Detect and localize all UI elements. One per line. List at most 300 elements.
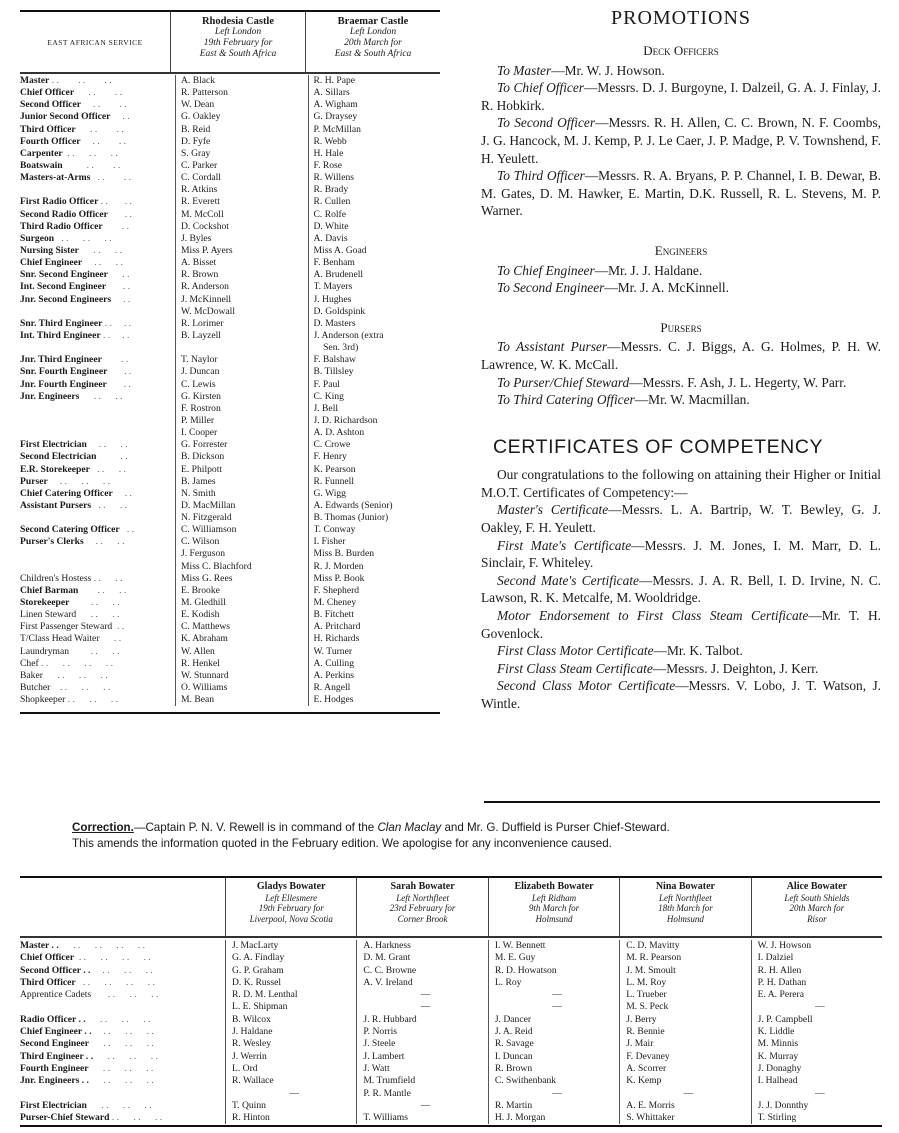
- name-cell: L. Roy: [494, 976, 522, 988]
- role-cell: [20, 670, 175, 682]
- role-label: Int. Third Engineer: [20, 329, 101, 341]
- ship-line: Left London: [214, 27, 262, 37]
- name-cell: K. Murray: [757, 1050, 799, 1062]
- name-cell: C. Lewis: [181, 378, 216, 390]
- name-cell: J. Werrin: [232, 1050, 267, 1062]
- role-cell: [20, 294, 175, 306]
- role-label: Third Radio Officer: [20, 220, 103, 232]
- name-cell: R. H. Pape: [313, 75, 356, 86]
- leader-dots: . . . .: [69, 645, 120, 657]
- name-cell: C. Williamson: [181, 524, 237, 536]
- name-cell: J. Lambert: [363, 1050, 405, 1062]
- name-cell: R. Webb: [313, 135, 347, 147]
- east-african-service-table: [20, 12, 440, 706]
- ship-name: Alice Bowater: [786, 881, 847, 892]
- role-label: Third Officer: [20, 123, 76, 135]
- name-cell: J. Watt: [363, 1062, 390, 1074]
- role-label: Second Electrician: [20, 451, 97, 463]
- role-cell: [20, 366, 175, 378]
- leader-dots: . .: [107, 208, 132, 220]
- section-heading: Deck Officers: [643, 43, 719, 58]
- ship-crew-column: [225, 940, 356, 1124]
- role-cell: [20, 536, 175, 548]
- leader-dots: . . . .: [91, 572, 123, 584]
- name-cell: I. Fisher: [313, 536, 346, 548]
- ship-crew-column: [751, 940, 882, 1124]
- role-label: Storekeeper: [20, 597, 70, 609]
- ship-header: [488, 878, 619, 936]
- name-cell: A. Sillars: [313, 87, 350, 99]
- name-cell: O. Williams: [181, 682, 228, 694]
- name-cell: R. Brown: [181, 269, 219, 281]
- role-label: Laundryman: [20, 645, 70, 657]
- role-column: [20, 940, 225, 1124]
- name-cell: D. Masters: [313, 317, 356, 329]
- name-cell: —: [420, 1099, 431, 1111]
- name-cell: L. E. Shipman: [232, 1001, 288, 1013]
- role-cell: [20, 1038, 225, 1050]
- leader-dots: . .: [112, 621, 125, 633]
- certificate-type: First Mate's Certificate: [497, 537, 632, 553]
- promotion-entry: [481, 62, 881, 80]
- role-cell: [20, 391, 175, 403]
- leader-dots: . . . . . .: [89, 1038, 154, 1050]
- name-cell: F. Paul: [313, 378, 340, 390]
- role-cell: [20, 500, 175, 512]
- role-cell: [20, 245, 175, 257]
- role-label: Baker: [20, 669, 43, 681]
- ship-name: Clan Maclay: [377, 821, 442, 834]
- correction-text: —Captain P. N. V. Rewell is in command of the: [133, 821, 378, 834]
- name-cell: A. Wigham: [313, 99, 358, 111]
- leader-dots: . . . . . .: [85, 1013, 151, 1025]
- name-cell: —: [420, 989, 431, 1001]
- promotion-rank: To Master: [497, 62, 552, 78]
- header-spacer: [20, 878, 225, 936]
- name-cell: C. Crowe: [313, 439, 351, 451]
- promotion-rank: To Third Officer: [497, 168, 585, 184]
- name-cell: G. P. Graham: [232, 964, 284, 976]
- role-cell: [20, 940, 225, 952]
- role-cell: [20, 524, 175, 536]
- certificate-names: —Mr. T. H. Govenlock.: [481, 608, 881, 641]
- name-cell: W. Turner: [313, 645, 353, 657]
- name-cell: A. Brudenell: [313, 269, 364, 281]
- role-cell: [20, 233, 175, 245]
- leader-dots: . . . . . .: [47, 475, 111, 487]
- leader-dots: . .: [112, 487, 132, 499]
- leader-dots: . . . . . . . .: [38, 657, 114, 669]
- ship-line: Corner Brook: [397, 913, 448, 924]
- name-cell: C. Swithenbank: [494, 1075, 557, 1087]
- name-cell: T. Quinn: [232, 1099, 266, 1111]
- role-cell: [20, 257, 175, 269]
- role-cell: [20, 1112, 225, 1124]
- leader-dots: . .: [101, 354, 129, 366]
- leader-dots: . . . . . .: [91, 989, 159, 1001]
- certificate-entry: [481, 501, 881, 536]
- name-cell: P. R. Mantle: [363, 1087, 411, 1099]
- promotion-entry: [481, 391, 881, 409]
- name-cell: M. McColl: [181, 208, 224, 220]
- leader-dots: . .: [107, 366, 132, 378]
- role-cell: [20, 172, 175, 184]
- name-cell: M. Cheney: [313, 597, 357, 609]
- ship-name: Elizabeth Bowater: [514, 881, 594, 892]
- name-cell: E. Philpott: [181, 463, 223, 475]
- name-cell: —: [552, 1087, 562, 1099]
- role-label: Chief Engineer . .: [20, 1026, 92, 1038]
- role-cell: [20, 160, 175, 172]
- role-label: Boatswain: [20, 159, 63, 171]
- name-cell: D. Cockshot: [181, 220, 229, 232]
- name-cell: I. Duncan: [494, 1050, 533, 1062]
- promotion-entry: [481, 279, 881, 297]
- certificate-names: —Messrs. J. Deighton, J. Kerr.: [652, 660, 819, 676]
- name-cell: J. MacLarty: [232, 940, 279, 951]
- name-cell: A. Scorrer: [626, 1062, 667, 1074]
- role-label: Third Officer: [20, 976, 76, 988]
- certificate-type: Second Class Motor Certificate: [497, 678, 676, 694]
- name-cell: A. Pritchard: [313, 621, 361, 633]
- name-cell: J. McKinnell: [181, 293, 232, 305]
- role-label: Chief Catering Officer: [20, 487, 113, 499]
- correction-line-2: This amends the information quoted in the February edition. We apologise for any inconvenience caused.: [72, 837, 612, 850]
- name-cell: M. Gledhill: [181, 597, 226, 609]
- name-cell: A. Culling: [313, 657, 355, 669]
- role-cell: [20, 488, 175, 500]
- name-cell: T. Stirling: [757, 1112, 797, 1124]
- bowater-fleet-table: [20, 878, 882, 1124]
- name-cell: G. A. Findlay: [232, 952, 285, 964]
- name-cell: F. Devaney: [626, 1050, 670, 1062]
- leader-dots: . .: [107, 269, 130, 281]
- leader-dots: . .: [99, 633, 122, 645]
- role-cell: [20, 989, 225, 1001]
- role-cell: [20, 548, 175, 560]
- name-cell: P. H. Dathan: [757, 976, 807, 988]
- leader-dots: . . . . . .: [109, 1112, 163, 1124]
- role-cell: [20, 1001, 225, 1013]
- role-label: Second Radio Officer: [20, 208, 108, 220]
- ship-crew-column: [619, 940, 750, 1124]
- name-cell: G. Wigg: [313, 487, 346, 499]
- leader-dots: . . . .: [90, 172, 132, 184]
- name-cell: F. Rose: [313, 159, 343, 171]
- role-label: First Radio Officer: [20, 196, 99, 208]
- table-body: [20, 938, 882, 1124]
- leader-dots: . .: [106, 378, 131, 390]
- role-label: Int. Second Engineer: [20, 281, 107, 293]
- certificate-entry: [481, 677, 881, 712]
- certificate-type: Second Mate's Certificate: [497, 572, 639, 588]
- name-cell: A. Black: [181, 75, 216, 86]
- role-cell: [20, 1026, 225, 1038]
- name-cell: R. Lorimer: [181, 317, 224, 329]
- name-cell: J. Duncan: [181, 366, 220, 378]
- name-cell: D. MacMillan: [181, 499, 236, 511]
- promotion-names: —Mr. W. J. Howson.: [551, 62, 665, 78]
- name-cell: J. D. Richardson: [313, 414, 378, 426]
- name-cell: R. J. Morden: [313, 560, 364, 572]
- promotion-entry: [481, 338, 881, 373]
- name-cell: Sen. 3rd): [313, 342, 359, 354]
- ship-line: 9th March for: [528, 903, 580, 913]
- ship-crew-column: [356, 940, 487, 1124]
- role-cell: [20, 196, 175, 208]
- role-label: Apprentice Cadets: [20, 989, 92, 1001]
- role-label: Surgeon: [20, 232, 55, 244]
- name-cell: M. Trumfield: [363, 1075, 416, 1087]
- ship-line: Liverpool, Nova Scotia: [249, 913, 333, 924]
- leader-dots: . . . . . .: [50, 682, 111, 694]
- name-cell: R. Martin: [494, 1099, 533, 1111]
- name-cell: R. D. M. Lenthal: [232, 989, 298, 1001]
- role-cell: [20, 221, 175, 233]
- correction-line-1: [72, 820, 872, 836]
- role-label: Purser: [20, 475, 48, 487]
- leader-dots: . . . .: [89, 463, 126, 475]
- ship-line: Holmsund: [535, 913, 573, 924]
- correction-label: Correction.: [72, 821, 134, 834]
- ship-name: Rhodesia Castle: [201, 16, 275, 27]
- role-label: Nursing Sister: [20, 244, 79, 256]
- name-cell: R. Brady: [313, 184, 349, 196]
- role-label: Children's Hostess: [20, 572, 92, 584]
- role-cell: [20, 124, 175, 136]
- name-cell: G. Oakley: [181, 111, 221, 123]
- role-cell: [20, 379, 175, 391]
- role-cell: [20, 476, 175, 488]
- name-cell: J. Ferguson: [181, 548, 226, 560]
- role-cell: [20, 597, 175, 609]
- role-label: Second Catering Officer: [20, 524, 120, 536]
- role-label: Second Officer: [20, 99, 82, 111]
- promotions-list: [481, 42, 881, 409]
- name-cell: W. Allen: [181, 645, 215, 657]
- name-cell: —: [552, 1001, 562, 1013]
- name-cell: —: [815, 1087, 825, 1099]
- name-cell: J. M. Smoult: [626, 964, 676, 976]
- name-cell: B. Dickson: [181, 451, 225, 463]
- promotion-names: —Mr. W. Macmillan.: [634, 392, 750, 408]
- bottom-rule-left: [20, 712, 440, 714]
- name-cell: F. Benham: [313, 257, 355, 269]
- name-cell: L. Ord: [232, 1062, 258, 1074]
- role-cell: [20, 451, 175, 463]
- leader-dots: . . . .: [75, 123, 124, 135]
- role-cell: [20, 682, 175, 694]
- section-heading: Engineers: [654, 242, 708, 258]
- name-cell: Miss B. Burden: [313, 548, 374, 560]
- name-cell: R. Brown: [494, 1062, 533, 1074]
- promotion-names: —Messrs. R. H. Allen, C. C. Brown, N. F. Coombs, J. G. Hancock, M. J. Kemp, P. J. Le Caer, J. P. Madge, P. V. Townshend, F. H. Yeulett.: [481, 115, 881, 166]
- name-cell: C. Parker: [181, 159, 218, 171]
- certificate-entry: [481, 572, 881, 607]
- name-cell: J. R. Hubbard: [363, 1013, 417, 1025]
- name-cell: K. Pearson: [313, 463, 356, 475]
- name-cell: N. Smith: [181, 487, 216, 499]
- name-cell: Miss C. Blachford: [181, 560, 252, 572]
- name-cell: R. Atkins: [181, 184, 218, 196]
- role-label: First Passenger Steward: [20, 621, 113, 633]
- role-label: Second Engineer: [20, 1038, 90, 1050]
- leader-dots: . . . .: [98, 196, 132, 208]
- name-cell: Miss P. Ayers: [181, 244, 233, 256]
- certificate-entry: [481, 660, 881, 678]
- leader-dots: . . . .: [82, 257, 123, 269]
- role-cell: [20, 75, 175, 87]
- name-cell: J. Donaghy: [757, 1062, 802, 1074]
- name-cell: T. Conway: [313, 524, 356, 536]
- role-label: Snr. Fourth Engineer: [20, 366, 108, 378]
- role-label: First Electrician: [20, 439, 87, 451]
- name-cell: A. Bisset: [181, 257, 217, 269]
- name-cell: Miss P. Book: [313, 572, 365, 584]
- name-cell: B. Reid: [181, 123, 211, 135]
- name-cell: J. Dancer: [494, 1013, 532, 1025]
- promotion-entry: [481, 114, 881, 167]
- ship-header: [356, 878, 487, 936]
- ship-line: East & South Africa: [334, 49, 412, 59]
- name-cell: G. Forrester: [181, 439, 228, 451]
- role-cell: [20, 1063, 225, 1075]
- role-label: Jnr. Third Engineer: [20, 354, 102, 366]
- promotion-rank: To Second Engineer: [497, 280, 605, 296]
- role-cell: [20, 464, 175, 476]
- name-cell: A. V. Ireland: [363, 976, 413, 988]
- role-label: Master . .: [20, 940, 59, 951]
- leader-dots: . .: [111, 293, 131, 305]
- role-cell: [20, 330, 175, 342]
- table-header: [20, 878, 882, 938]
- certificate-type: First Class Motor Certificate: [497, 643, 654, 659]
- ship-header-braemar-castle: [305, 12, 440, 72]
- role-cell: [20, 694, 175, 706]
- certificate-entry: [481, 642, 881, 660]
- promotion-names: —Mr. J. A. McKinnell.: [604, 280, 729, 296]
- name-cell: C. C. Browne: [363, 964, 417, 976]
- certificate-type: Master's Certificate: [497, 502, 609, 518]
- promotion-entry: [481, 167, 881, 220]
- role-label: Snr. Second Engineer: [20, 269, 108, 281]
- name-cell: —: [815, 1001, 825, 1013]
- role-cell: [20, 87, 175, 99]
- ship-name: Nina Bowater: [655, 881, 715, 892]
- role-cell: [20, 439, 175, 451]
- name-cell: A. Edwards (Senior): [313, 499, 393, 511]
- promotion-rank: To Chief Engineer: [497, 262, 595, 278]
- name-cell: E. Hodges: [313, 694, 354, 706]
- certificate-names: —Messrs. J. A. R. Bell, I. D. Irvine, N. C. Lawson, R. K. Metcalfe, M. Wooldridge.: [481, 572, 881, 606]
- promotion-names: —Messrs. F. Ash, J. L. Hegerty, W. Parr.: [629, 374, 847, 390]
- name-cell: A. D. Ashton: [313, 427, 365, 439]
- name-cell: P. Norris: [363, 1026, 397, 1038]
- certificate-type: Motor Endorsement to First Class Steam Certificate: [497, 608, 809, 624]
- leader-dots: . . . .: [83, 536, 125, 548]
- name-cell: R. Cullen: [313, 196, 351, 208]
- role-label: Chief Officer: [20, 87, 75, 99]
- name-cell: F. Balshaw: [313, 354, 356, 366]
- leader-dots: . . . . . .: [91, 1026, 154, 1038]
- name-cell: K. Liddle: [757, 1026, 795, 1038]
- name-cell: R. Wesley: [232, 1038, 272, 1050]
- name-cell: C. D. Mavitty: [626, 940, 680, 951]
- name-cell: K. Abraham: [181, 633, 228, 645]
- role-cell: [20, 136, 175, 148]
- name-cell: B. Fitchett: [313, 609, 355, 621]
- certificates-title: CERTIFICATES OF COMPETENCY: [493, 435, 824, 458]
- role-cell: [20, 609, 175, 621]
- name-cell: —: [420, 1001, 431, 1013]
- leader-dots: . . . . . .: [65, 694, 119, 706]
- promotions-title: PROMOTIONS: [610, 7, 752, 29]
- leader-dots: . . . . . . . .: [58, 940, 146, 951]
- promotion-names: —Messrs. D. J. Burgoyne, I. Dalzeil, G. A. J. Finlay, J. R. Hobkirk.: [481, 80, 881, 113]
- leader-dots: . . . . . .: [88, 1075, 154, 1087]
- leader-dots: . .: [102, 220, 129, 232]
- name-cell: B. Tillsley: [313, 366, 354, 378]
- ship-line: Holmsund: [666, 913, 704, 924]
- role-cell: [20, 512, 175, 524]
- name-cell: R. H. Allen: [757, 964, 802, 976]
- name-cell: C. Cordall: [181, 172, 221, 184]
- name-cell: L. M. Roy: [626, 976, 667, 988]
- role-label: Chief Barman: [20, 584, 79, 596]
- ship-header-rhodesia-castle: [170, 12, 305, 72]
- name-cell: A. Davis: [313, 232, 348, 244]
- ship-name: Gladys Bowater: [256, 881, 326, 892]
- promotion-names: —Messrs. R. A. Bryans, P. P. Channel, I. B. Dewar, B. M. Gates, D. M. Hawker, E. Martin, D.K. Russell, R. L. Stevens, M. P. Warner.: [481, 168, 881, 219]
- role-cell: [20, 977, 225, 989]
- name-cell: R. Wallace: [232, 1075, 274, 1087]
- name-cell: P. Miller: [181, 414, 215, 426]
- braemar-castle-column: [308, 75, 441, 706]
- role-label: Jnr. Engineers . .: [20, 1075, 89, 1087]
- name-cell: J. Byles: [181, 232, 212, 244]
- role-cell: [20, 99, 175, 111]
- leader-dots: . . . .: [62, 159, 121, 171]
- name-cell: J. Mair: [626, 1038, 654, 1050]
- name-cell: [181, 342, 308, 354]
- leader-dots: . . . .: [78, 244, 123, 256]
- role-cell: [20, 148, 175, 160]
- name-cell: R. Bennie: [626, 1026, 665, 1038]
- role-label: Chief Officer: [20, 952, 75, 964]
- role-label: Snr. Third Engineer: [20, 317, 103, 329]
- role-column: [20, 75, 175, 706]
- promotion-rank: To Second Officer: [497, 115, 596, 131]
- role-label: Junior Second Officer: [20, 111, 111, 123]
- promotion-rank: To Third Catering Officer: [497, 392, 635, 408]
- leader-dots: . . . . . .: [62, 147, 118, 159]
- ship-line: 23rd February for: [389, 903, 456, 913]
- role-label: Fourth Officer: [20, 135, 81, 147]
- name-cell: B. Layzell: [181, 329, 221, 341]
- role-cell: [20, 658, 175, 670]
- name-cell: B. James: [181, 475, 216, 487]
- role-label: Jnr. Engineers: [20, 390, 80, 402]
- role-label: Carpenter: [20, 147, 63, 159]
- name-cell: H. Hale: [313, 147, 344, 159]
- ship-line: 20th March for: [344, 38, 402, 48]
- leader-dots: . . . . . . . .: [75, 976, 155, 988]
- ship-name: Sarah Bowater: [390, 881, 455, 892]
- ship-crew-column: [488, 940, 619, 1124]
- name-cell: T. Naylor: [181, 354, 218, 366]
- role-label: T/Class Head Waiter: [20, 633, 100, 645]
- correction-notice: [72, 820, 872, 852]
